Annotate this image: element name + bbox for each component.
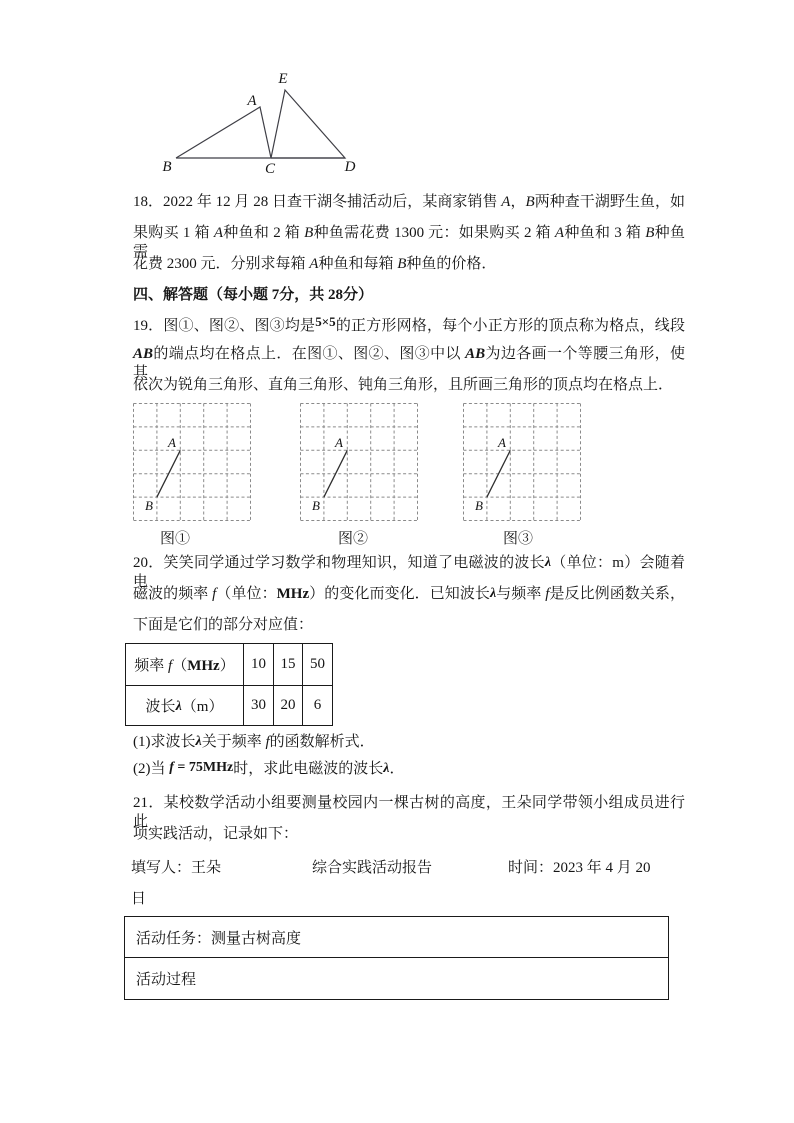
- text-run: ．: [389, 761, 405, 777]
- triangle-abc-lines: [176, 107, 271, 158]
- figure-label-a: A: [247, 93, 257, 109]
- text-run: 种鱼需花费 1300 元：如果购买 2 箱: [313, 225, 555, 241]
- problem-18-line-3: [133, 255, 685, 274]
- math-var-a: A: [554, 225, 565, 241]
- freq-var-f: f: [169, 760, 174, 775]
- mhz-unit: MHz: [187, 658, 220, 674]
- text-run: 是反比例函数关系，: [549, 586, 685, 602]
- freq-var-f: f: [212, 586, 217, 602]
- math-var-a: A: [501, 194, 511, 210]
- table-cell-w2: 20: [274, 686, 303, 726]
- text-run: 波长: [145, 699, 176, 715]
- grid-size-5x5: 5×5: [315, 314, 336, 329]
- text-run: 20．笑笑同学通过学习数学和物理知识，知道了电磁波的波长: [133, 555, 545, 571]
- row-header-wavelength: [126, 686, 244, 726]
- text-run: 的端点均在格点上．在图①、图②、图③中以: [153, 346, 466, 362]
- figure-label-b: B: [162, 159, 172, 175]
- report-date: 时间：2023 年 4 月 20: [508, 860, 651, 876]
- math-var-b: B: [304, 225, 314, 241]
- freq-var-f: f: [265, 734, 270, 750]
- activity-report-table: [124, 916, 669, 1000]
- text-run: （m）: [181, 699, 224, 715]
- text-run: ）: [219, 658, 235, 674]
- table-row-frequency: [126, 644, 333, 686]
- problem-20-question-1: [133, 733, 685, 752]
- text-run: 花费 2300 元．分别求每箱: [133, 256, 310, 272]
- lambda-symbol: λ: [489, 586, 497, 601]
- table-cell-f1: 10: [244, 644, 274, 686]
- text-run: 为边各画一个等腰三角形，使其: [133, 346, 685, 381]
- grid-label-a: A: [168, 435, 176, 450]
- lambda-symbol: λ: [195, 734, 202, 749]
- grid-caption-2: 图②: [337, 531, 368, 547]
- row-header-frequency: [126, 644, 244, 686]
- text-run: 19．图①、图②、图③均是: [133, 318, 316, 334]
- report-filler-name: 填写人：王朵: [131, 860, 222, 876]
- text-run: 种鱼需: [133, 225, 685, 260]
- figure-label-d: D: [344, 159, 356, 175]
- table-row: [125, 958, 669, 1000]
- text-run: （单位：: [216, 586, 277, 602]
- grid-label-a: A: [498, 435, 506, 450]
- text-run: 的正方形网格，每个小正方形的顶点称为格点，线段: [335, 318, 685, 334]
- text-run: 与频率: [496, 586, 546, 602]
- lambda-symbol: λ: [383, 761, 390, 776]
- grid-caption-3: 图③: [502, 531, 533, 547]
- text-run: 种鱼和每箱: [318, 256, 398, 272]
- grid-label-a: A: [335, 435, 343, 450]
- math-var-b: B: [645, 225, 655, 241]
- segment-ab: AB: [133, 346, 154, 362]
- text-run: （: [172, 658, 188, 674]
- text-run: （单位：m）会随着电: [133, 555, 685, 590]
- grid-figure-3: [463, 403, 581, 521]
- freq-var-f: f: [168, 658, 173, 674]
- lambda-symbol: λ: [175, 699, 182, 714]
- text-run: 18．2022 年 12 月 28 日查干湖冬捕活动后，某商家销售: [133, 194, 502, 210]
- triangle-figure: [148, 56, 370, 178]
- problem-18-line-1: [133, 193, 685, 212]
- table-cell-f2: 15: [274, 644, 303, 686]
- mhz-unit: MHz: [276, 586, 310, 602]
- freq-var-f: f: [545, 586, 550, 602]
- report-date-suffix: 日: [131, 891, 147, 907]
- text-run: 种鱼和 3 箱: [564, 225, 646, 241]
- math-var-a: A: [213, 225, 223, 241]
- table-row: [125, 917, 669, 958]
- problem-21-line-2: 项实践活动，记录如下：: [133, 826, 299, 842]
- text-run: 频率: [134, 658, 169, 674]
- text-run: ，: [510, 194, 526, 210]
- text-run: 磁波的频率: [133, 586, 213, 602]
- grid-figure-1: [133, 403, 251, 521]
- formula-75mhz: = 75MHz: [173, 760, 234, 775]
- section-4-header: 四、解答题（每小题 7分，共 28分）: [133, 287, 374, 303]
- lambda-symbol: λ: [544, 555, 552, 570]
- grid-label-b: B: [475, 498, 483, 513]
- text-run: 果购买 1 箱: [133, 225, 214, 241]
- problem-21-line-1: 21．某校数学活动小组要测量校园内一棵古树的高度，王朵同学带领小组成员进行此: [133, 795, 685, 830]
- grid-label-b: B: [312, 498, 320, 513]
- frequency-wavelength-table: [125, 643, 333, 726]
- triangle-ecd-lines: [271, 90, 345, 158]
- problem-20-line-3: 下面是它们的部分对应值：: [133, 617, 314, 633]
- table-cell-f3: 50: [303, 644, 333, 686]
- text-run: 种鱼和 2 箱: [223, 225, 305, 241]
- problem-20-question-2: [133, 760, 685, 779]
- text-run: (2)当: [133, 761, 170, 777]
- math-var-a: A: [309, 256, 319, 272]
- table-cell-w3: 6: [303, 686, 333, 726]
- table-cell-w1: 30: [244, 686, 274, 726]
- problem-19-line-3: 依次为锐角三角形、直角三角形、钝角三角形，且所画三角形的顶点均在格点上．: [133, 377, 674, 393]
- figure-label-e: E: [278, 71, 288, 87]
- math-var-b: B: [525, 194, 535, 210]
- table-row-wavelength: [126, 686, 333, 726]
- text-run: 关于频率: [201, 734, 266, 750]
- text-run: (1)求波长: [133, 734, 196, 750]
- text-run: 两种查干湖野生鱼，如: [534, 194, 685, 210]
- math-var-b: B: [397, 256, 407, 272]
- report-title: 综合实践活动报告: [312, 860, 433, 876]
- grid-caption-1: 图①: [159, 531, 190, 547]
- problem-19-line-1: [133, 316, 685, 336]
- figure-label-c: C: [264, 161, 276, 177]
- segment-ab: AB: [465, 346, 486, 362]
- grid-figure-2: [300, 403, 418, 521]
- text-run: 时，求此电磁波的波长: [233, 761, 384, 777]
- text-run: ）的变化而变化．已知波长: [309, 586, 490, 602]
- grid-label-b: B: [145, 498, 153, 513]
- problem-20-line-2: [133, 585, 685, 604]
- text-run: 种鱼的价格．: [406, 256, 497, 272]
- activity-task-cell: 活动任务：测量古树高度: [125, 917, 669, 958]
- text-run: 的函数解析式．: [269, 734, 375, 750]
- activity-process-cell: 活动过程: [125, 958, 669, 1000]
